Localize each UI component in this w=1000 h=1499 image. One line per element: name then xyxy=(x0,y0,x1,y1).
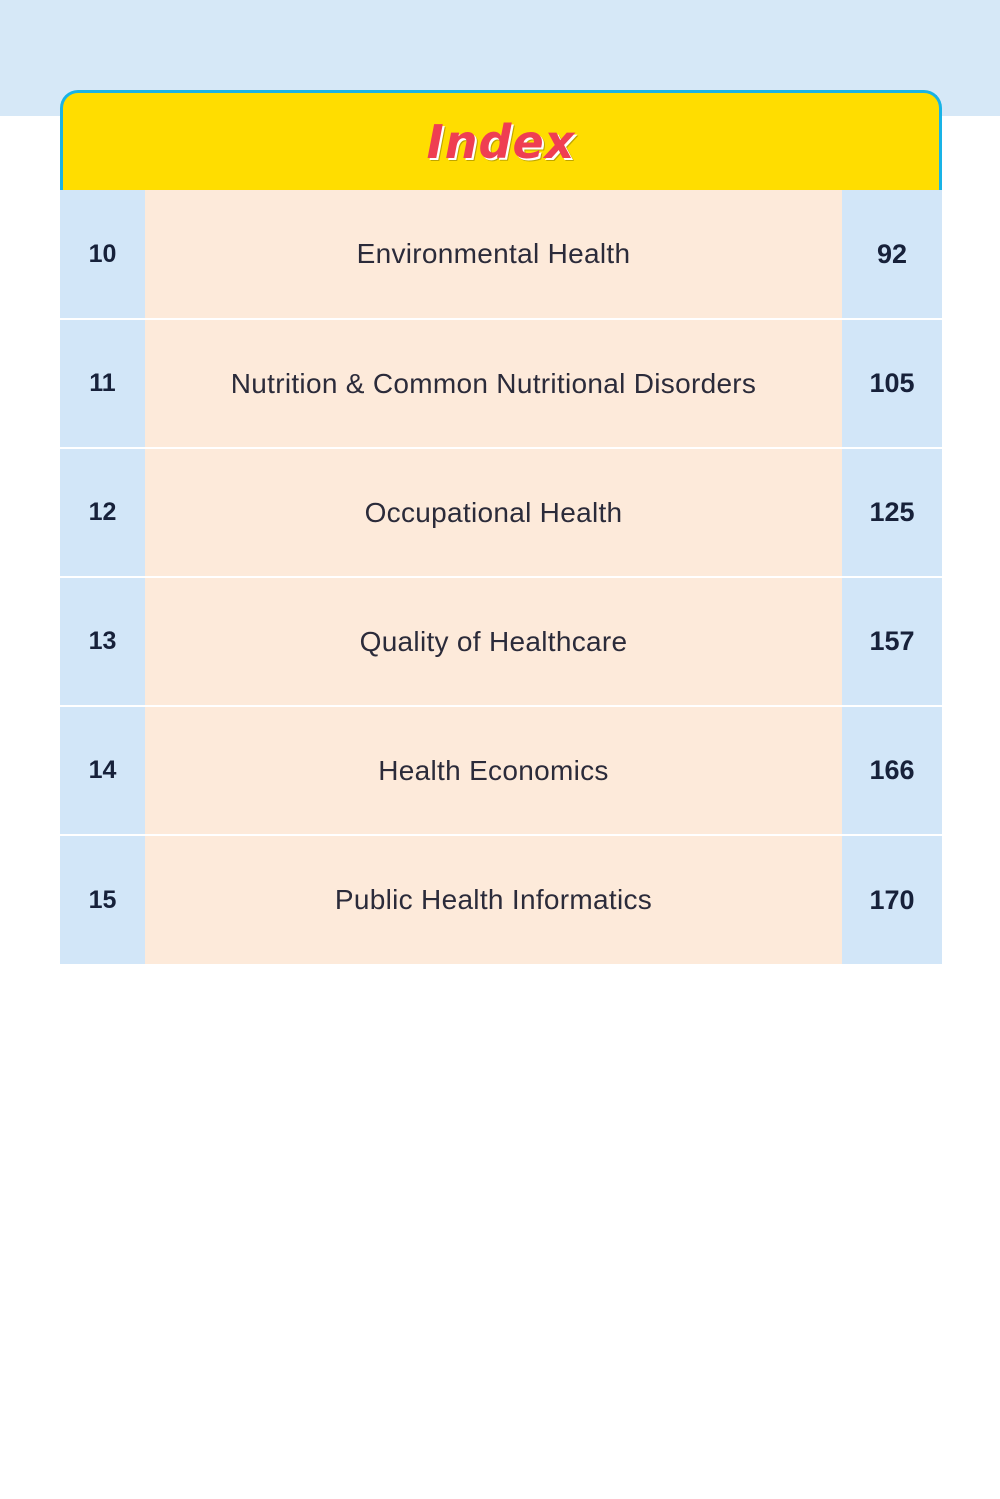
row-title: Occupational Health xyxy=(145,448,842,577)
row-page: 170 xyxy=(842,835,942,964)
row-page: 92 xyxy=(842,190,942,319)
row-number: 10 xyxy=(60,190,145,319)
table-row[interactable] xyxy=(60,319,942,448)
row-page: 157 xyxy=(842,577,942,706)
row-number: 11 xyxy=(60,319,145,448)
row-number: 14 xyxy=(60,706,145,835)
row-title: Nutrition & Common Nutritional Disorders xyxy=(145,319,842,448)
row-number: 13 xyxy=(60,577,145,706)
row-page: 125 xyxy=(842,448,942,577)
page-title: Index xyxy=(426,114,576,169)
row-title: Health Economics xyxy=(145,706,842,835)
row-number: 15 xyxy=(60,835,145,964)
row-number: 12 xyxy=(60,448,145,577)
index-table xyxy=(60,190,942,964)
row-title: Quality of Healthcare xyxy=(145,577,842,706)
row-page: 105 xyxy=(842,319,942,448)
table-row[interactable] xyxy=(60,835,942,964)
table-row[interactable] xyxy=(60,448,942,577)
index-header xyxy=(60,90,942,190)
table-row[interactable] xyxy=(60,190,942,319)
row-page: 166 xyxy=(842,706,942,835)
index-card xyxy=(60,90,942,964)
row-title: Environmental Health xyxy=(145,190,842,319)
row-title: Public Health Informatics xyxy=(145,835,842,964)
table-row[interactable] xyxy=(60,706,942,835)
table-row[interactable] xyxy=(60,577,942,706)
